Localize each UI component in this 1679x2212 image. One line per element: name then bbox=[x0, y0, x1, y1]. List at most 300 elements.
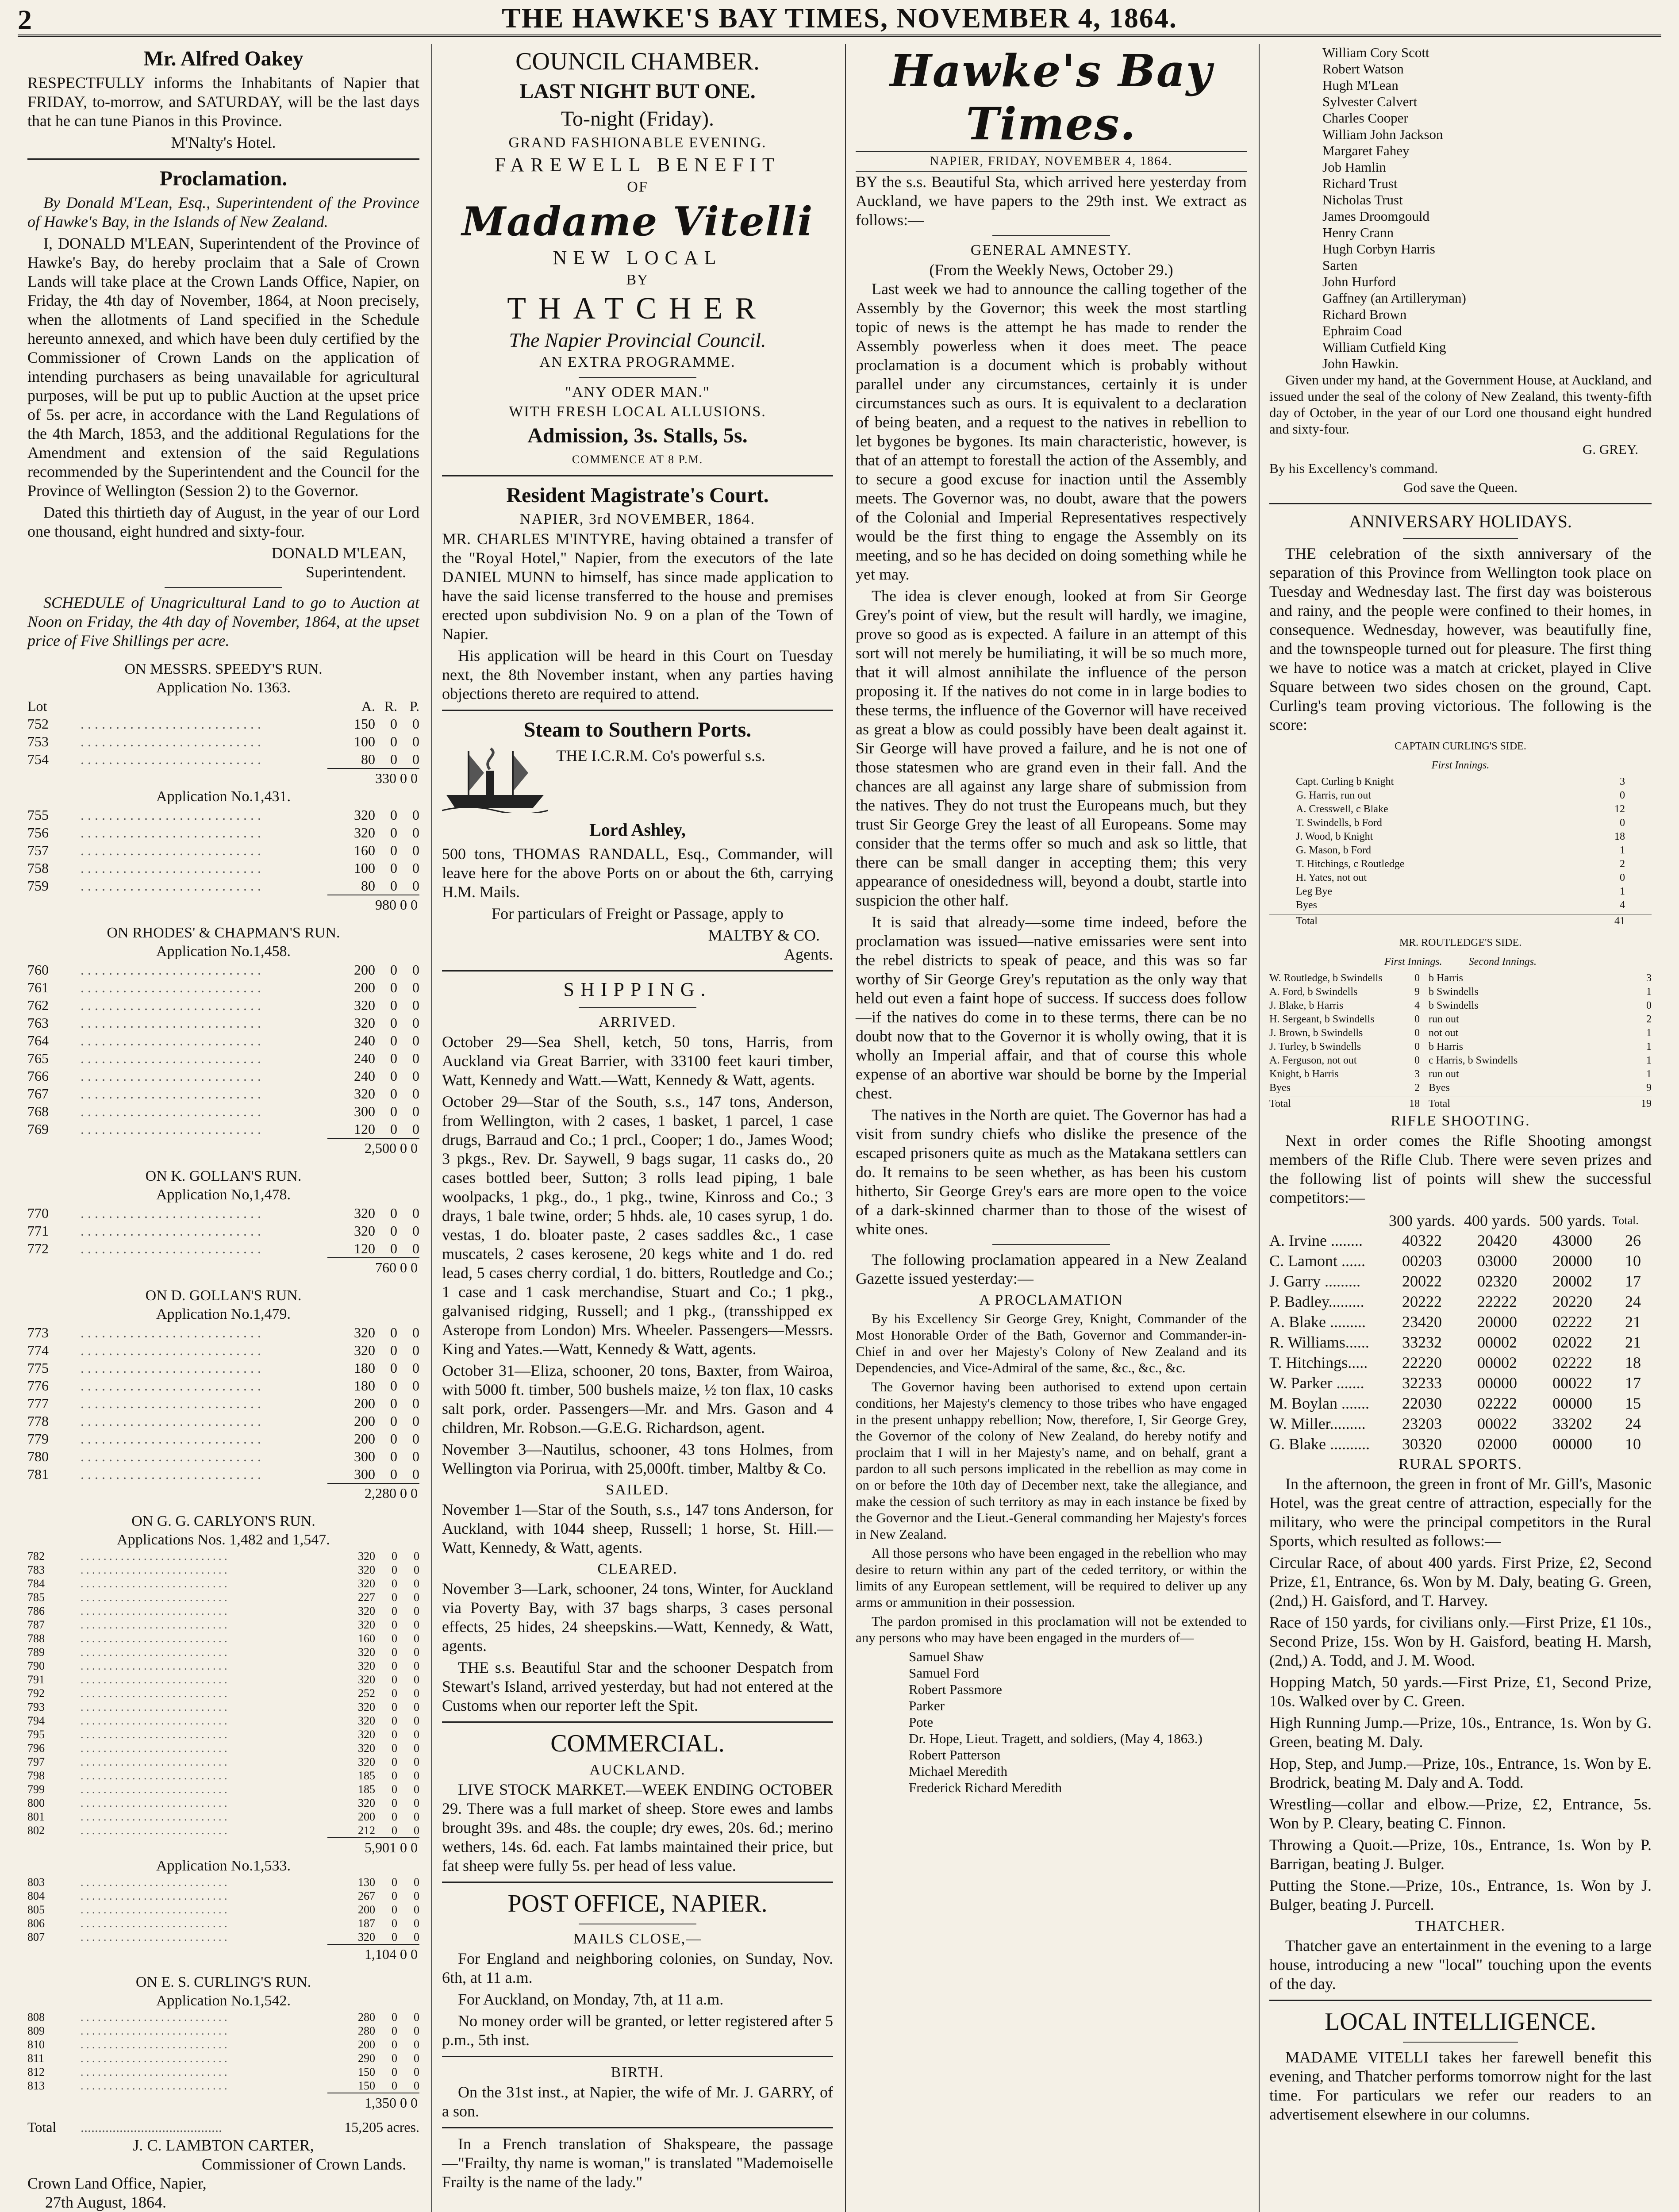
victim-name: John Hawkin. bbox=[1322, 356, 1399, 371]
victim-name: Hugh M'Lean bbox=[1322, 77, 1399, 93]
arrivals-list bbox=[442, 1033, 833, 1478]
amnesty-source: (From the Weekly News, October 29.) bbox=[929, 261, 1173, 279]
lot-number: 756 bbox=[27, 825, 49, 841]
runs: 2 bbox=[1620, 858, 1625, 870]
article-paragraph: The idea is clever enough, looked at from Sir George Grey's point of view, but the result will hardly, we imagine, prove so good as is expected. A failure in an attempt of this sort will not merely be humiliating, it will be so much more, that it will almost annihilate the influence of the person proposing it. If the natives do not come in in large bodies to these terms, the influence of the Governor will have received as great a blow as could possibly have been dealt against it. Sir George will have proved a failure, and he is not one of those statesmen who are grand even in their fall. And the chances are all against any large share of submission from the natives. They do not trust the Europeans much, but they trust Sir George Grey the least of all Europeans. Some may consider that the terms offer so much and ask so little, that there can be small danger in accepting them; this very appearance of onesidedness will, beyond a doubt, startle into suspicion the other half. bbox=[856, 587, 1247, 909]
lot-perches: 0 bbox=[414, 1783, 419, 1796]
runs: 12 bbox=[1614, 803, 1625, 815]
lot-perches: 0 bbox=[414, 2024, 419, 2037]
score-300: 40322 bbox=[1402, 1232, 1442, 1249]
lot-roods: 0 bbox=[392, 1563, 397, 1576]
lot-perches: 0 bbox=[412, 1413, 419, 1429]
column-1 bbox=[18, 44, 429, 2212]
event-result: Hopping Match, 50 yards.—First Prize, £1, Second Prize, 10s. Walked over by C. Green. bbox=[1269, 1673, 1652, 1710]
lot-roods: 0 bbox=[392, 1646, 397, 1659]
lot-row bbox=[27, 1430, 419, 1448]
lot-acres: 160 bbox=[358, 1632, 375, 1645]
lot-row bbox=[27, 1916, 419, 1930]
score-total: 24 bbox=[1625, 1415, 1641, 1432]
run-name: ON D. GOLLAN'S RUN. bbox=[145, 1287, 302, 1304]
lot-roods: 0 bbox=[392, 1605, 397, 1617]
shipping-entry: November 3—Lark, schooner, 24 tons, Winter, for Auckland via Poverty Bay, with 37 bags sharps, 3 cases personal effects, 25 hides, 24 sheepskins.—Watt, Kennedy, & Watt, agents. bbox=[442, 1580, 833, 1655]
shooter-name: P. Badley......... bbox=[1269, 1293, 1364, 1310]
lot-row bbox=[27, 750, 419, 768]
lot-perches: 0 bbox=[412, 1086, 419, 1102]
lot-acres: 320 bbox=[358, 1605, 375, 1617]
shooter-name: C. Lamont ...... bbox=[1269, 1252, 1365, 1270]
lot-roods: 0 bbox=[392, 1577, 397, 1590]
score-300: 23203 bbox=[1402, 1415, 1442, 1432]
score-row bbox=[1296, 844, 1625, 857]
lot-leader: . . . . . . . . . . . . . . . . . . . . . . . . . . bbox=[81, 1742, 227, 1755]
score-row bbox=[1296, 899, 1625, 912]
lot-perches: 0 bbox=[414, 1687, 419, 1700]
lot-roods: 0 bbox=[390, 1395, 397, 1411]
event-result: Race of 150 yards, for civilians only.—First Prize, £1 10s., Second Prize, 15s. Won by H. Gaisford, beating H. Marsh, (2nd,) A. Todd, and J. M. Wood. bbox=[1269, 1613, 1652, 1669]
lot-acres: 320 bbox=[358, 1550, 375, 1563]
lot-roods: 0 bbox=[392, 1632, 397, 1645]
lot-perches: 0 bbox=[414, 2052, 419, 2065]
score-400: 02222 bbox=[1477, 1394, 1517, 1412]
lot-leader: . . . . . . . . . . . . . . . . . . . . . . . . . . bbox=[81, 1889, 227, 1902]
lot-acres: 150 bbox=[358, 2079, 375, 2092]
page-number: 2 bbox=[18, 4, 32, 35]
score-row bbox=[1269, 1026, 1652, 1040]
last-night: LAST NIGHT BUT ONE. bbox=[519, 80, 756, 103]
mails-note: No money order will be granted, or letter registered after 5 p.m., 5th inst. bbox=[442, 2012, 833, 2049]
score-row bbox=[1296, 830, 1625, 844]
birth-heading: BIRTH. bbox=[611, 2064, 665, 2081]
lot-row bbox=[27, 1102, 419, 1120]
score-400: 02320 bbox=[1477, 1272, 1517, 1290]
lot-acres: 320 bbox=[358, 1577, 375, 1590]
score-400: 00002 bbox=[1477, 1333, 1517, 1351]
lot-perches: 0 bbox=[412, 1050, 419, 1066]
lot-perches: 0 bbox=[414, 1563, 419, 1576]
article-paragraph: The natives in the North are quiet. The Governor has had a visit from sundry chiefs who dislike the presence of the escaped prisoners quite as much as the Matakana settlers can do. It remains to be seen whether, as has been his custom hitherto, Sir George Grey's ears are more open to the voice of a dark-skinned charmer than to those of the wisest of white ones. bbox=[856, 1106, 1247, 1238]
shipping-entry: October 29—Sea Shell, ketch, 50 tons, Harris, from Auckland via Great Barrier, with 33100 feet kauri timber, Watt, Kennedy and Watt.—Watt, Kennedy & Watt, agents. bbox=[442, 1033, 833, 1089]
land-schedule bbox=[27, 660, 419, 2112]
lot-row bbox=[27, 2051, 419, 2065]
victim-name: Michael Meredith bbox=[909, 1763, 1007, 1779]
curling-total-value: 41 bbox=[1614, 915, 1625, 927]
runs-first: 2 bbox=[1414, 1082, 1420, 1094]
event-result: High Running Jump.—Prize, 10s., Entrance, 1s. Won by G. Green, beating M. Daly. bbox=[1269, 1714, 1652, 1751]
lot-roods: 0 bbox=[392, 1659, 397, 1672]
post-office-heading: POST OFFICE, NAPIER. bbox=[507, 1890, 768, 1917]
court-text: MR. CHARLES M'INTYRE, having obtained a transfer of the "Royal Hotel," Napier, from the executors of the late DANIEL MUNN to himself, has since made application to have the said license transferred to the house and premises erected upon subdivision No. 9 on a plan of the Town of Napier. bbox=[442, 530, 833, 643]
divider bbox=[1269, 2000, 1652, 2001]
lot-roods: 0 bbox=[390, 1103, 397, 1119]
extra-programme: AN EXTRA PROGRAMME. bbox=[539, 354, 736, 370]
shipping-entry: November 1—Star of the South, s.s., 147 tons Anderson, for Auckland, with 1044 sheep, Russell; 1 horse, St. Hill.—Watt, Kennedy, & Watt, agents. bbox=[442, 1501, 833, 1556]
lot-perches: 0 bbox=[414, 1577, 419, 1590]
lot-acres: 320 bbox=[358, 1755, 375, 1768]
lot-roods: 0 bbox=[392, 2066, 397, 2078]
lot-number: 785 bbox=[27, 1591, 45, 1604]
lot-perches: 0 bbox=[414, 1673, 419, 1686]
lot-acres: 200 bbox=[354, 1413, 375, 1429]
victim-name: Parker bbox=[909, 1698, 945, 1713]
lot-acres: 252 bbox=[358, 1687, 375, 1700]
shooter-name: M. Boylan ....... bbox=[1269, 1394, 1370, 1412]
lot-row bbox=[27, 2065, 419, 2079]
score-500: 00000 bbox=[1552, 1394, 1592, 1412]
lot-roods: 0 bbox=[390, 807, 397, 823]
score-total: 21 bbox=[1625, 1333, 1641, 1351]
steam-text: 500 tons, THOMAS RANDALL, Esq., Commander, will leave here for the above Ports on or about the 6th, carrying H.M. Mails. bbox=[442, 845, 833, 901]
shooter-name: W. Miller......... bbox=[1269, 1415, 1366, 1432]
lot-perches: 0 bbox=[414, 1550, 419, 1563]
lot-roods: 0 bbox=[392, 1824, 397, 1837]
run-total bbox=[27, 1837, 419, 1857]
victim-name: Samuel Ford bbox=[909, 1665, 980, 1681]
score-300: 32233 bbox=[1402, 1374, 1442, 1392]
lot-header-spacer bbox=[81, 697, 340, 715]
column-2 bbox=[431, 44, 843, 2212]
lot-perches: 0 bbox=[414, 1876, 419, 1889]
batsman-second: b Harris bbox=[1429, 972, 1463, 984]
column-3 bbox=[845, 44, 1256, 2212]
lot-perches: 0 bbox=[412, 1103, 419, 1119]
lot-number: 786 bbox=[27, 1605, 45, 1617]
lot-acres: 280 bbox=[358, 2024, 375, 2037]
lot-acres: 150 bbox=[358, 2066, 375, 2078]
lot-row bbox=[27, 1796, 419, 1810]
lot-roods: 0 bbox=[392, 1876, 397, 1889]
lot-acres: 320 bbox=[358, 1618, 375, 1631]
lot-leader: . . . . . . . . . . . . . . . . . . . . . . . . . . bbox=[81, 1240, 261, 1256]
lot-acres: 320 bbox=[354, 997, 375, 1013]
madame-vitelli: Madame Vitelli bbox=[461, 198, 814, 245]
runs-first: 9 bbox=[1414, 986, 1420, 998]
victim-name: Pote bbox=[909, 1714, 934, 1730]
lot-leader: . . . . . . . . . . . . . . . . . . . . . . . . . . bbox=[81, 2066, 227, 2078]
lot-leader: . . . . . . . . . . . . . . . . . . . . . . . . . . bbox=[81, 1810, 227, 1823]
rifle-row bbox=[1269, 1413, 1652, 1434]
court-text-2: His application will be heard in this Court on Tuesday next, the 8th November instant, when any parties having objections thereto are required to attend. bbox=[442, 647, 833, 703]
batsman-second: b Swindells bbox=[1429, 1000, 1479, 1011]
lot-row bbox=[27, 824, 419, 841]
lot-number: 811 bbox=[27, 2052, 45, 2065]
victim-name: Nicholas Trust bbox=[1322, 192, 1403, 207]
score-total: 10 bbox=[1625, 1435, 1641, 1453]
batsman: J. Wood, b Knight bbox=[1296, 831, 1373, 842]
lot-acres: 200 bbox=[358, 1810, 375, 1823]
runs-second: 1 bbox=[1646, 1041, 1652, 1052]
lot-roods: 0 bbox=[392, 1714, 397, 1727]
lot-perches: 0 bbox=[414, 1605, 419, 1617]
runs: 1 bbox=[1620, 886, 1625, 897]
masthead-title: THE HAWKE'S BAY TIMES, NOVEMBER 4, 1864. bbox=[502, 2, 1177, 34]
lot-leader: . . . . . . . . . . . . . . . . . . . . . . . . . . bbox=[81, 1632, 227, 1645]
lot-leader: . . . . . . . . . . . . . . . . . . . . . . . . . . bbox=[81, 2052, 227, 2065]
batsman-second: b Harris bbox=[1429, 1041, 1463, 1052]
lot-number: 791 bbox=[27, 1673, 45, 1686]
runs-second: 3 bbox=[1646, 972, 1652, 984]
run-total bbox=[27, 1138, 419, 1157]
steamship-icon bbox=[442, 746, 548, 817]
lot-number: 763 bbox=[27, 1015, 49, 1031]
curling-scorecard bbox=[1269, 775, 1652, 912]
lot-number: 802 bbox=[27, 1824, 45, 1837]
score-total: 24 bbox=[1625, 1293, 1641, 1310]
lot-acres: 180 bbox=[354, 1360, 375, 1376]
application-number: Applications Nos. 1,482 and 1,547. bbox=[117, 1532, 330, 1548]
lot-leader: . . . . . . . . . . . . . . . . . . . . . . . . . . bbox=[81, 1714, 227, 1727]
lot-perches: 0 bbox=[412, 751, 419, 767]
lot-row bbox=[27, 1359, 419, 1377]
lot-roods: 0 bbox=[390, 825, 397, 841]
score-500: 02022 bbox=[1552, 1333, 1592, 1351]
batsman: T. Hitchings, c Routledge bbox=[1296, 858, 1405, 870]
proclamation-heading: Proclamation. bbox=[159, 167, 288, 190]
lot-number: 768 bbox=[27, 1103, 49, 1119]
lot-roods: 0 bbox=[390, 1015, 397, 1031]
lot-row bbox=[27, 1673, 419, 1686]
steam-text-2: For particulars of Freight or Passage, apply to bbox=[492, 905, 784, 922]
lot-number: 793 bbox=[27, 1701, 45, 1713]
victim-name: Job Hamlin bbox=[1322, 159, 1386, 175]
proclamation-by-grey: By his Excellency Sir George Grey, Knight, Commander of the Most Honorable Order of the Bath, Governor and Commander-in-Chief in and over her Majesty's Colony of New Zealand and its Dependencies, and Vice-Admiral of the same, &c., &c., &c. bbox=[856, 1311, 1247, 1375]
lot-row bbox=[27, 1810, 419, 1824]
lot-acres: 320 bbox=[358, 1742, 375, 1755]
victim-name: Richard Trust bbox=[1322, 176, 1398, 191]
lot-perches: 0 bbox=[412, 842, 419, 858]
score-500: 02222 bbox=[1552, 1313, 1592, 1331]
lot-leader: . . . . . . . . . . . . . . . . . . . . . . . . . . bbox=[81, 1701, 227, 1713]
paper-nameplate: Hawke's Bay Times. bbox=[890, 45, 1213, 150]
first-innings-label: First Innings. bbox=[1431, 760, 1490, 771]
shooter-name: A. Irvine ........ bbox=[1269, 1232, 1363, 1249]
lot-number: 755 bbox=[27, 807, 49, 823]
lot-perches: 0 bbox=[412, 1378, 419, 1394]
lot-acres: 267 bbox=[358, 1889, 375, 1902]
lot-leader: . . . . . . . . . . . . . . . . . . . . . . . . . . bbox=[81, 1413, 261, 1429]
batsman-second: not out bbox=[1429, 1027, 1459, 1039]
lot-perches: 0 bbox=[412, 807, 419, 823]
lot-number: 799 bbox=[27, 1783, 45, 1796]
runs: 1 bbox=[1620, 845, 1625, 856]
rifle-row bbox=[1269, 1312, 1652, 1332]
batsman: G. Harris, run out bbox=[1296, 790, 1371, 801]
routledge-scorecard bbox=[1269, 972, 1652, 1095]
victim-name: Henry Crann bbox=[1322, 225, 1394, 240]
anniversary-heading: ANNIVERSARY HOLIDAYS. bbox=[1349, 511, 1572, 531]
run-total-value: 1,104 0 0 bbox=[327, 1944, 419, 1963]
score-row bbox=[1296, 885, 1625, 899]
lot-roods: 0 bbox=[390, 1121, 397, 1137]
lot-leader: . . . . . . . . . . . . . . . . . . . . . . . . . . bbox=[81, 1086, 261, 1102]
shooter-name: T. Hitchings..... bbox=[1269, 1354, 1368, 1371]
lot-leader: . . . . . . . . . . . . . . . . . . . . . . . . . . bbox=[81, 1824, 227, 1837]
lot-leader: . . . . . . . . . . . . . . . . . . . . . . . . . . bbox=[81, 1687, 227, 1700]
lot-perches: 0 bbox=[412, 716, 419, 732]
council-heading: COUNCIL CHAMBER. bbox=[515, 48, 760, 75]
divider bbox=[1403, 2042, 1518, 2043]
batsman-first: W. Routledge, b Swindells bbox=[1269, 972, 1383, 984]
batsman-second: b Swindells bbox=[1429, 986, 1479, 998]
lot-acres: 320 bbox=[358, 1563, 375, 1576]
lot-acres: 187 bbox=[358, 1917, 375, 1930]
score-300: 23420 bbox=[1402, 1313, 1442, 1331]
score-row bbox=[1296, 871, 1625, 885]
innings-pair-label: First Innings. Second Innings. bbox=[1384, 956, 1537, 968]
lot-perches: 0 bbox=[414, 1755, 419, 1768]
lot-number: 795 bbox=[27, 1728, 45, 1741]
rifle-row bbox=[1269, 1434, 1652, 1454]
divider bbox=[1403, 538, 1518, 539]
lot-roods: 0 bbox=[390, 842, 397, 858]
rifle-row bbox=[1269, 1271, 1652, 1291]
lot-number: 788 bbox=[27, 1632, 45, 1645]
lot-row bbox=[27, 1889, 419, 1903]
runs-first: 0 bbox=[1414, 1027, 1420, 1039]
lot-row bbox=[27, 841, 419, 859]
lot-acres: 320 bbox=[358, 1931, 375, 1943]
lot-number: 812 bbox=[27, 2066, 45, 2078]
lot-roods: 0 bbox=[390, 733, 397, 749]
auckland-heading: AUCKLAND. bbox=[589, 1762, 686, 1778]
lot-roods: 0 bbox=[390, 1466, 397, 1482]
clearings-list bbox=[442, 1579, 833, 1655]
lot-perches: 0 bbox=[412, 733, 419, 749]
lot-number: 752 bbox=[27, 716, 49, 732]
lot-number: 809 bbox=[27, 2024, 45, 2037]
lot-number: 753 bbox=[27, 733, 49, 749]
application-number: Application No.1,542. bbox=[156, 1993, 291, 2009]
shipping-entry: October 31—Eliza, schooner, 20 tons, Baxter, from Wairoa, with 5000 ft. timber, 500 bushels maize, ½ ton flax, 10 casks salt pork, order. Passengers—Mr. and Mrs. Gason and 4 children, Mr. Robson.—G.E.G. Richardson, agent. bbox=[442, 1362, 833, 1436]
lot-roods: 0 bbox=[392, 1673, 397, 1686]
score-500: 43000 bbox=[1552, 1232, 1592, 1249]
article-paragraph: It is said that already—some time indeed, before the proclamation was issued—native emissaries were sent into the rebel districts to speak of peace, and this was so far worthy of Sir George Grey's reputation as the only way that held out even a faint hope of success. If success does follow—if the natives do come in to these terms, there can be no doubt now that to the Governor it is wholly owing, that it is wholly an Imperial affair, and that of course this whole expense of an abortive war should be borne by the Imperial chest. bbox=[856, 913, 1247, 1102]
score-row bbox=[1296, 775, 1625, 789]
shipping-entry: October 29—Star of the South, s.s., 147 tons, Anderson, from Wellington, with 2 cases, 1 basket, 1 parcel, 1 case drugs, Barraud and Co.; 1 prcl., Cooper; 1 do., James Wood; 3 pkgs., Rev. Dr. Saywell, 9 bags sugar, 11 casks do., 20 cases bottled beer, Sutton; 3 rolls lead piping, 1 bale woolpacks, 1 pkg., do., 1 pkg., twine, Kinross and Co.; 3 drays, 1 bale twine, order; 5 hhds. ale, 10 cases syrup, 1 do. vestas, 1 do. bloater paste, 2 cases saddles &c., 1 case muscatels, 2 cases kerosene, 20 kegs white and 1 do. red lead, 5 cases cherry cordial, 1 do. bitters, Routledge and Co.; 1 case and 1 cask merchandise, Stuart and Co.; 1 pkg., galvanised ridging, Russell; and 1 pkg., (transshipped ex Asterope from London) Mrs. Wheeler. Passengers—Messrs. King and Yates.—Watt, Kennedy & Watt, agents. bbox=[442, 1093, 833, 1358]
lot-number: 790 bbox=[27, 1659, 45, 1672]
lot-row bbox=[27, 1903, 419, 1916]
runs: 4 bbox=[1620, 899, 1625, 911]
lot-number: 777 bbox=[27, 1395, 49, 1411]
proclamation-dated: Dated this thirtieth day of August, in the year of our Lord one thousand, eight hundred and sixty-four. bbox=[27, 503, 419, 540]
local-intelligence-heading: LOCAL INTELLIGENCE. bbox=[1325, 2008, 1596, 2035]
score-500: 33202 bbox=[1552, 1415, 1592, 1432]
lot-leader: . . . . . . . . . . . . . . . . . . . . . . . . . . bbox=[81, 1015, 261, 1031]
lot-leader: . . . . . . . . . . . . . . . . . . . . . . . . . . bbox=[81, 1205, 261, 1221]
lot-row bbox=[27, 859, 419, 877]
shooter-name: J. Garry ......... bbox=[1269, 1272, 1360, 1290]
victim-name: Richard Brown bbox=[1322, 307, 1407, 322]
lot-perches: 0 bbox=[414, 1903, 419, 1916]
lot-perches: 0 bbox=[412, 997, 419, 1013]
lot-leader: . . . . . . . . . . . . . . . . . . . . . . . . . . bbox=[81, 1618, 227, 1631]
lot-perches: 0 bbox=[412, 1448, 419, 1464]
score-300: 20022 bbox=[1402, 1272, 1442, 1290]
lot-acres: 320 bbox=[358, 1673, 375, 1686]
lot-header-row bbox=[27, 697, 419, 715]
runs-first: 0 bbox=[1414, 1055, 1420, 1066]
lot-perches: 0 bbox=[412, 1466, 419, 1482]
lot-row bbox=[27, 1324, 419, 1341]
lot-acres: 320 bbox=[354, 825, 375, 841]
lot-acres: 80 bbox=[361, 878, 375, 894]
lot-leader: . . . . . . . . . . . . . . . . . . . . . . . . . . bbox=[81, 1931, 227, 1943]
amnesty-article bbox=[856, 280, 1247, 1239]
lot-perches: 0 bbox=[414, 1797, 419, 1809]
event-result: Throwing a Quoit.—Prize, 10s., Entrance, 1s. Won by P. Barrigan, beating J. Bulger. bbox=[1269, 1836, 1652, 1873]
grand-evening: GRAND FASHIONABLE EVENING. bbox=[508, 134, 767, 151]
lot-perches: 0 bbox=[414, 1618, 419, 1631]
lot-perches: 0 bbox=[414, 1591, 419, 1604]
god-save-queen: God save the Queen. bbox=[1403, 480, 1518, 495]
lot-number: 761 bbox=[27, 979, 49, 995]
lot-leader: . . . . . . . . . . . . . . . . . . . . . . . . . . bbox=[81, 979, 261, 995]
article-paragraph: Last week we had to announce the calling together of the Assembly by the Governor; this week the most startling topic of news is the attempt he has made to render the Assembly powerless when it does meet. The peace proclamation is a document which is probably without parallel under any circumstances, certainly it is under circumstances such as ours. It is equivalent to a declaration of being beaten, and a request to the natives in rebellion to let bygones be bygones. Its main characteristic, however, is that of an attempt to forestall the action of the Assembly, and to secure a good excuse for inaction until the Assembly meets. The Governor was, no doubt, aware that the powers of the Colonial and Imperial Representatives respectively would be the first thing to engage the Assembly on its meeting, and so he has decided on doing something while he yet may. bbox=[856, 280, 1247, 583]
score-400: 02000 bbox=[1477, 1435, 1517, 1453]
lot-roods: 0 bbox=[392, 1917, 397, 1930]
lot-leader: . . . . . . . . . . . . . . . . . . . . . . . . . . bbox=[81, 2079, 227, 2092]
lot-roods: 0 bbox=[390, 878, 397, 894]
commercial-heading: COMMERCIAL. bbox=[550, 1730, 725, 1757]
score-300: 00203 bbox=[1402, 1252, 1442, 1270]
score-total: 17 bbox=[1625, 1374, 1641, 1392]
lot-number: 782 bbox=[27, 1550, 45, 1563]
lot-roods: 0 bbox=[390, 1223, 397, 1239]
oakey-text: RESPECTFULLY informs the Inhabitants of Napier that FRIDAY, to-morrow, and SATURDAY, will be the last days that he can tune Pianos in this Province. bbox=[27, 74, 419, 130]
lot-acres: 320 bbox=[358, 1728, 375, 1741]
lot-perches: 0 bbox=[414, 1931, 419, 1943]
farewell-benefit: FAREWELL BENEFIT bbox=[495, 154, 780, 176]
carter-role: Commissioner of Crown Lands. bbox=[202, 2155, 406, 2173]
application-number: Application No.1,533. bbox=[156, 1858, 291, 1874]
lot-roods: 0 bbox=[390, 1342, 397, 1358]
run-name: ON RHODES' & CHAPMAN'S RUN. bbox=[107, 925, 340, 941]
lot-number: 807 bbox=[27, 1931, 45, 1943]
lot-acres: 185 bbox=[358, 1783, 375, 1796]
lot-acres: 320 bbox=[354, 1223, 375, 1239]
lot-roods: 0 bbox=[390, 1033, 397, 1048]
sailed-heading: SAILED. bbox=[606, 1482, 669, 1498]
lot-acres: 300 bbox=[354, 1103, 375, 1119]
score-total: 15 bbox=[1625, 1394, 1641, 1412]
lot-number: 778 bbox=[27, 1413, 49, 1429]
lot-number: 772 bbox=[27, 1240, 49, 1256]
lot-leader: . . . . . . . . . . . . . . . . . . . . . . . . . . bbox=[81, 1050, 261, 1066]
score-300: 20222 bbox=[1402, 1293, 1442, 1310]
lot-row bbox=[27, 1604, 419, 1618]
score-row bbox=[1269, 972, 1652, 985]
lot-acres: 320 bbox=[354, 807, 375, 823]
lot-acres: 120 bbox=[354, 1240, 375, 1256]
rifle-row bbox=[1269, 1393, 1652, 1413]
lot-roods: 0 bbox=[392, 1783, 397, 1796]
proclamation-signature: DONALD M'LEAN, bbox=[271, 544, 406, 562]
lot-roods: 0 bbox=[392, 2024, 397, 2037]
shipping-entry: November 3—Nautilus, schooner, 43 tons Holmes, from Wellington via Porirua, with 25,000ft. timber, Maltby & Co. bbox=[442, 1440, 833, 1477]
score-total: 26 bbox=[1625, 1232, 1641, 1249]
victim-name: Charles Cooper bbox=[1322, 110, 1408, 126]
runs: 3 bbox=[1620, 776, 1625, 787]
lot-row bbox=[27, 2079, 419, 2093]
lot-row bbox=[27, 1875, 419, 1889]
lot-row bbox=[27, 877, 419, 895]
victim-name: John Hurford bbox=[1322, 274, 1396, 289]
lot-acres: 200 bbox=[354, 979, 375, 995]
lot-acres: 100 bbox=[354, 733, 375, 749]
lot-acres: 320 bbox=[354, 1342, 375, 1358]
lot-row bbox=[27, 1412, 419, 1430]
lot-roods: 0 bbox=[392, 1769, 397, 1782]
lot-acres: 290 bbox=[358, 2052, 375, 2065]
